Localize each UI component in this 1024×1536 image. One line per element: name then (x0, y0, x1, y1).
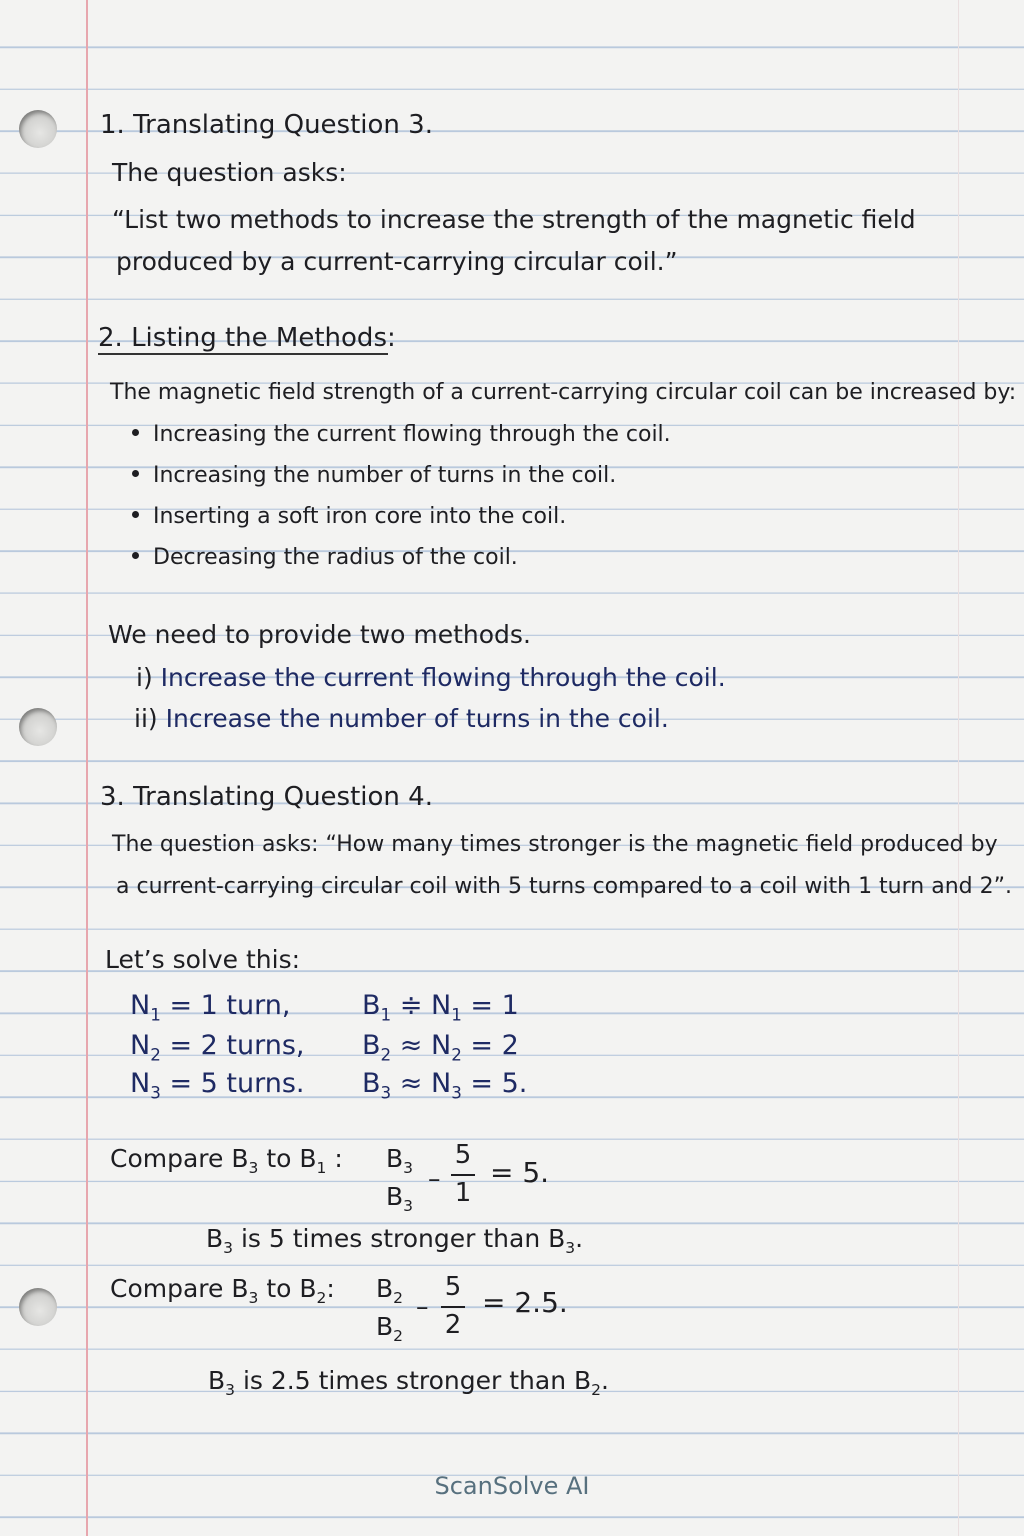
section2-heading: 2. Listing the Methods: (98, 323, 396, 353)
paper-margin-line (86, 0, 88, 1536)
turns-row-1: $N_1 = 1$ turn, (130, 990, 291, 1025)
method-bullet-4: Decreasing the radius of the coil. (132, 543, 518, 573)
bullet-dot (132, 511, 139, 518)
section3-question-line1: The question asks: “How many times stronger is the magnetic field produced by (112, 832, 998, 857)
bullet-dot (132, 552, 139, 559)
section2-heading-underline (98, 353, 388, 355)
method-bullet-2: Increasing the number of turns in the coil. (132, 461, 616, 491)
compare1-conclusion: $B_3$ is 5 times stronger than $B_3$. (206, 1224, 584, 1257)
bullet-dot (132, 429, 139, 436)
compare1-result: = 5. (490, 1156, 550, 1189)
compare1-label: Compare $B_3$ to $B_1$ : (110, 1144, 343, 1177)
section3-question-line2: a current-carrying circular coil with 5 turns compared to a coil with 1 turn and 2”. (116, 874, 1012, 899)
compare2-fraction-bar (441, 1306, 465, 1308)
section1-intro: The question asks: (112, 158, 347, 187)
compare1-minus: – (428, 1164, 441, 1193)
answer-2: ii) Increase the number of turns in the coil. (134, 704, 669, 733)
section2-need: We need to provide two methods. (108, 620, 531, 649)
compare2-ratio-numerator: $B_2$ (376, 1274, 404, 1307)
section1-heading: 1. Translating Question 3. (100, 110, 433, 140)
footer-brand: ScanSolve AI (434, 1472, 590, 1500)
compare1-ratio-numerator: $B_3$ (386, 1144, 414, 1177)
section3-heading: 3. Translating Question 4. (100, 782, 433, 812)
paper-right-margin-line (958, 0, 959, 1536)
compare2-result: = 2.5. (482, 1286, 568, 1319)
compare1-fraction-bar (451, 1174, 475, 1176)
compare1-ratio-denominator: $B_3$ (386, 1182, 414, 1215)
field-row-3: $B_3 \approx N_3 = 5$. (362, 1068, 528, 1103)
compare2-label: Compare $B_3$ to $B_2$: (110, 1274, 335, 1307)
compare2-ratio-denominator: $B_2$ (376, 1312, 404, 1345)
bullet-dot (132, 470, 139, 477)
binder-hole-middle (19, 708, 57, 746)
section2-intro: The magnetic field strength of a current-carrying circular coil can be increased by: (110, 380, 1017, 405)
compare2-minus: – (416, 1292, 429, 1321)
compare2-conclusion: $B_3$ is 2.5 times stronger than $B_2$. (208, 1366, 609, 1399)
field-row-2: $B_2 \approx N_2 = 2$ (362, 1030, 519, 1065)
binder-hole-top (19, 110, 57, 148)
compare1-fraction-denominator: 1 (454, 1178, 472, 1208)
section1-quote-line1: “List two methods to increase the strength of the magnetic field (112, 205, 916, 234)
section1-quote-line2: produced by a current-carrying circular coil.” (116, 247, 678, 276)
compare2-fraction-numerator: 5 (444, 1272, 462, 1302)
field-row-1: $B_1$ ≑ $N_1 = 1$ (362, 990, 519, 1025)
answer-1: i) Increase the current flowing through the coil. (136, 663, 726, 692)
compare2-fraction-denominator: 2 (444, 1310, 462, 1340)
turns-row-2: $N_2 = 2$ turns, (130, 1030, 305, 1065)
binder-hole-bottom (19, 1288, 57, 1326)
method-bullet-1: Increasing the current flowing through the coil. (132, 420, 671, 450)
method-bullet-3: Inserting a soft iron core into the coil. (132, 502, 566, 532)
compare1-fraction-numerator: 5 (454, 1140, 472, 1170)
solve-label: Let’s solve this: (105, 945, 301, 974)
turns-row-3: $N_3 = 5$ turns. (130, 1068, 305, 1103)
